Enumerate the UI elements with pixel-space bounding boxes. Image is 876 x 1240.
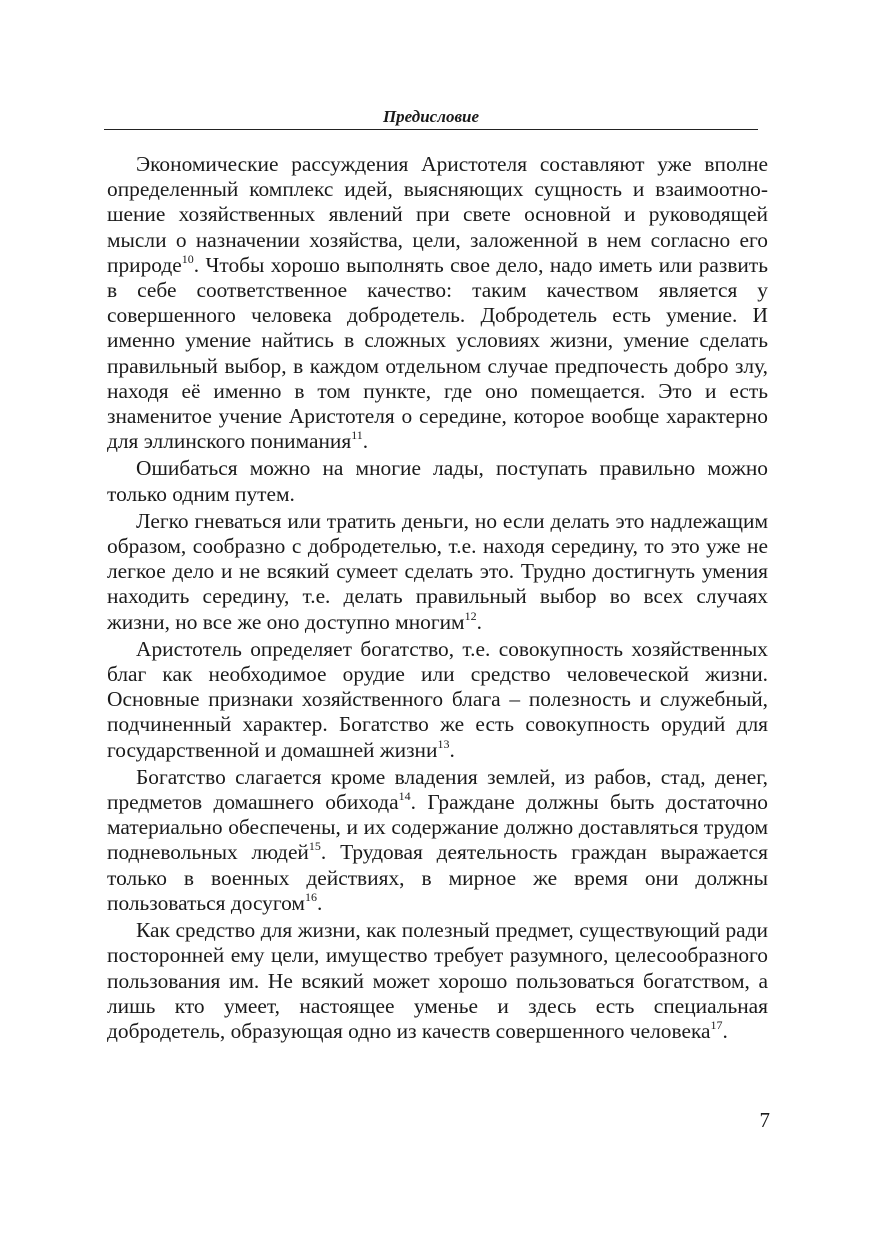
paragraph-text: . Граждане должны быть достаточно материально обеспечены, и их содержание должно доставляться трудом подневольных людей xyxy=(107,790,768,865)
paragraph xyxy=(107,152,768,454)
paragraph-text: . Чтобы хорошо выполнять свое дело, надо иметь или развить в себе соответственное качество: таким качеством является у совершенного человека добродетель. Добродетель есть умение. И именно умение найтись в сложных условиях жизни, умение сделать правильный выбор, в каждом отдельном случае предпочесть добро злу, находя её именно в том пункте, где оно помещается. Это и есть знаменитое учение Аристотеля о середине, которое вообще характерно для эллинского понимания xyxy=(107,252,768,454)
paragraph-text: . xyxy=(722,1018,728,1043)
paragraph-text: Аристотель определяет богатство, т.е. совокупность хозяйственных благ как необходимое орудие или средство человеческой жизни. Основные признаки хозяйственного блага – полезность и служебный, подчиненный характер. Богатство же есть совокупность орудий для государственной и домашней жизни xyxy=(107,636,768,762)
footnote-ref[interactable]: 12 xyxy=(464,608,477,623)
page-number: 7 xyxy=(759,1108,770,1132)
paragraph-text: Легко гневаться или тратить деньги, но если делать это надлежащим образом, сообразно с добродетелью, т.е. находя середину, то это уже не легкое дело и не всякий сумеет сделать это. Трудно достигнуть умения находить середину, т.е. делать правильный выбор во всех случаях жизни, но все же оно доступно многим xyxy=(107,508,768,634)
paragraph xyxy=(107,456,768,506)
paragraph-text: Как средство для жизни, как полезный предмет, существующий ради посторонней ему цели, имущество требует разумного, целесообразного пользования им. Не всякий может хорошо пользоваться богатством, а лишь кто умеет, настоящее уменье и здесь есть специальная добродетель, образующая одно из качеств совершенного человека xyxy=(107,918,768,1043)
paragraph-text: Экономические рассуждения Аристотеля составляют уже вполне определенный комплекс идей, выясняющих сущность и взаимоотношение хозяйственных явлений при свете основной и руководящей мысли о назначении хозяйства, цели, заложенной в нем согласно его природе xyxy=(107,152,768,277)
paragraph-text: . xyxy=(476,609,482,634)
header-title: Предисловие xyxy=(382,107,480,126)
paragraph-text: Ошибаться можно на многие лады, поступать правильно можно только одним путем. xyxy=(107,456,768,506)
paragraph-text: . xyxy=(362,429,369,454)
paragraph xyxy=(107,637,768,763)
paragraph xyxy=(107,765,768,916)
footnote-ref[interactable]: 10 xyxy=(181,251,194,266)
footnote-ref[interactable]: 13 xyxy=(437,736,450,751)
paragraph-text: . Трудовая деятельность граждан выражается только в военных действиях, в мирное же время они должны пользоваться досугом xyxy=(107,840,768,915)
paragraph xyxy=(107,509,768,635)
footnote-ref[interactable]: 11 xyxy=(351,428,363,443)
footnote-ref[interactable]: 17 xyxy=(710,1017,723,1032)
footnote-ref[interactable]: 15 xyxy=(308,839,321,854)
paragraph-text: . xyxy=(449,737,455,762)
running-header xyxy=(104,107,758,130)
footnote-ref[interactable]: 16 xyxy=(304,889,317,904)
paragraph xyxy=(107,918,768,1044)
paragraph-text: . xyxy=(316,890,323,915)
body-text xyxy=(107,152,768,1044)
paragraph-text: Богатство слагается кроме владения землей, из рабов, стад, денег, предметов домашнего обихода xyxy=(107,764,768,815)
footnote-ref[interactable]: 14 xyxy=(398,789,411,804)
